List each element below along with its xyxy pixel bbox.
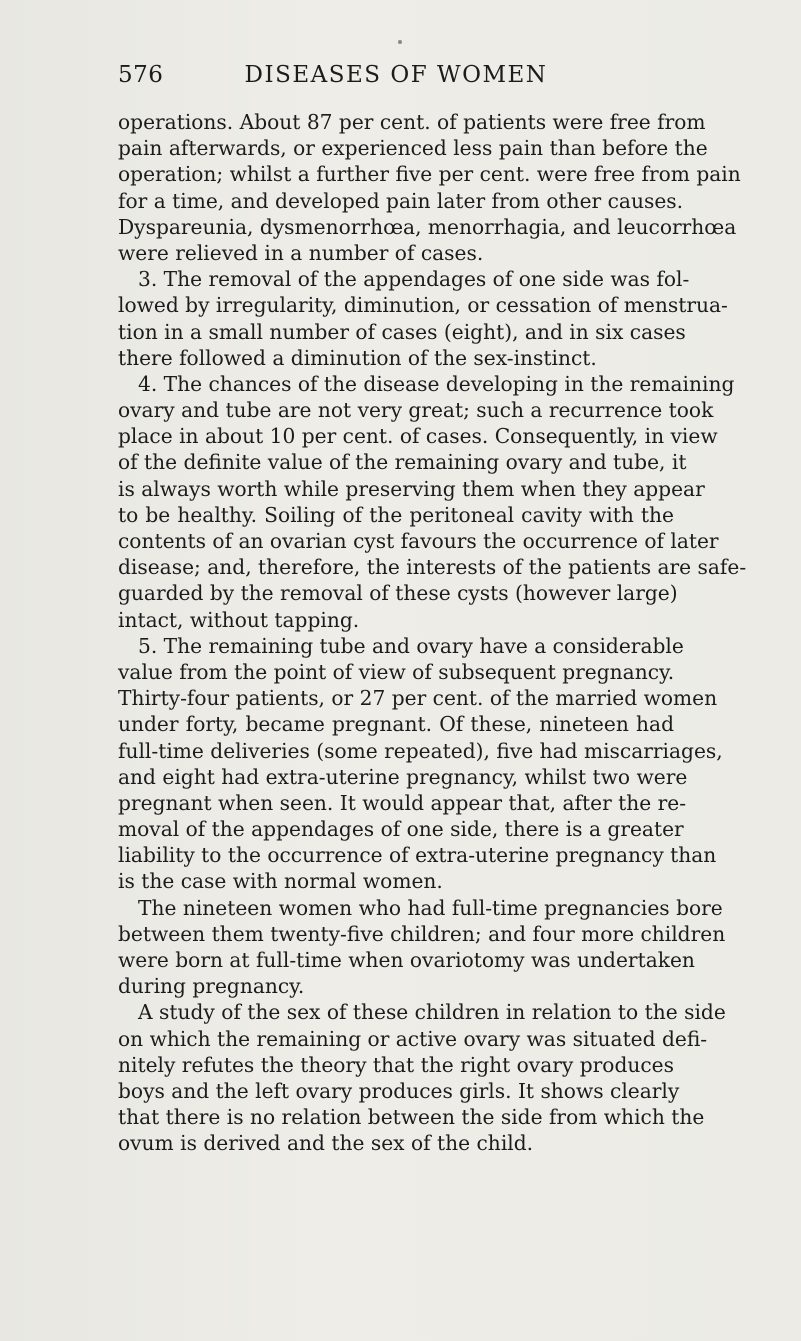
- text-line: place in about 10 per cent. of cases. Consequently, in view: [118, 424, 718, 449]
- text-line: Dyspareunia, dysmenorrhœa, menorrhagia, and leucorrhœa: [118, 214, 737, 239]
- text-line: disease; and, therefore, the interests of the patients are safe-: [118, 555, 747, 580]
- text-line: and eight had extra-uterine pregnancy, whilst two were: [118, 764, 688, 789]
- text-line: lowed by irregularity, diminution, or cessation of menstrua-: [118, 293, 728, 318]
- text-line: ovary and tube are not very great; such a recurrence took: [118, 398, 714, 423]
- text-line: under forty, became pregnant. Of these, nineteen had: [118, 712, 674, 737]
- text-line: A study of the sex of these children in relation to the side: [138, 1000, 726, 1025]
- text-line: tion in a small number of cases (eight), and in six cases: [118, 319, 686, 344]
- text-line: for a time, and developed pain later from other causes.: [118, 188, 684, 213]
- text-line: contents of an ovarian cyst favours the occurrence of later: [118, 529, 719, 553]
- text-line: of the definite value of the remaining ovary and tube, it: [118, 450, 687, 475]
- text-line: operation; whilst a further five per cent. were free from pain: [118, 162, 741, 187]
- text-line: pregnant when seen. It would appear that, after the re-: [118, 790, 687, 815]
- text-line: operations. About 87 per cent. of patients were free from: [118, 110, 706, 134]
- text-line: 4. The chances of the disease developing in the remaining: [138, 371, 735, 396]
- text-line: Thirty-four patients, or 27 per cent. of the married women: [118, 686, 718, 711]
- text-line: is always worth while preserving them when they appear: [118, 476, 705, 501]
- text-line: intact, without tapping.: [118, 607, 360, 632]
- page-header: [118, 62, 674, 96]
- text-line: on which the remaining or active ovary was situated defi-: [118, 1026, 708, 1051]
- text-line: guarded by the removal of these cysts (however large): [118, 581, 678, 606]
- text-line: were born at full-time when ovariotomy was undertaken: [118, 948, 695, 972]
- text-line: is the case with normal women.: [118, 869, 443, 894]
- page-number: 576: [118, 62, 164, 88]
- text-line: 5. The remaining tube and ovary have a considerable: [138, 633, 684, 658]
- text-line: The nineteen women who had full-time pregnancies bore: [138, 895, 723, 920]
- text-line: were relieved in a number of cases.: [118, 240, 484, 265]
- text-line: moval of the appendages of one side, there is a greater: [118, 817, 684, 842]
- text-line: during pregnancy.: [118, 974, 305, 999]
- text-line: to be healthy. Soiling of the peritoneal cavity with the: [118, 502, 674, 527]
- text-line: that there is no relation between the side from which the: [118, 1105, 705, 1130]
- running-title: DISEASES OF WOMEN: [244, 62, 548, 88]
- text-line: pain afterwards, or experienced less pain than before the: [118, 136, 708, 161]
- text-line: between them twenty-five children; and four more children: [118, 921, 726, 946]
- print-speck: [398, 40, 402, 44]
- body-text: [118, 109, 747, 1157]
- text-line: liability to the occurrence of extra-uterine pregnancy than: [118, 843, 717, 868]
- text-line: nitely refutes the theory that the right ovary produces: [118, 1052, 674, 1077]
- text-line: value from the point of view of subsequent pregnancy.: [118, 659, 675, 684]
- text-line: there followed a diminution of the sex-instinct.: [118, 345, 597, 370]
- text-line: boys and the left ovary produces girls. It shows clearly: [118, 1078, 680, 1103]
- text-line: 3. The removal of the appendages of one side was fol-: [138, 267, 690, 292]
- text-line: ovum is derived and the sex of the child.: [118, 1131, 534, 1156]
- text-line: full-time deliveries (some repeated), five had miscarriages,: [118, 738, 723, 763]
